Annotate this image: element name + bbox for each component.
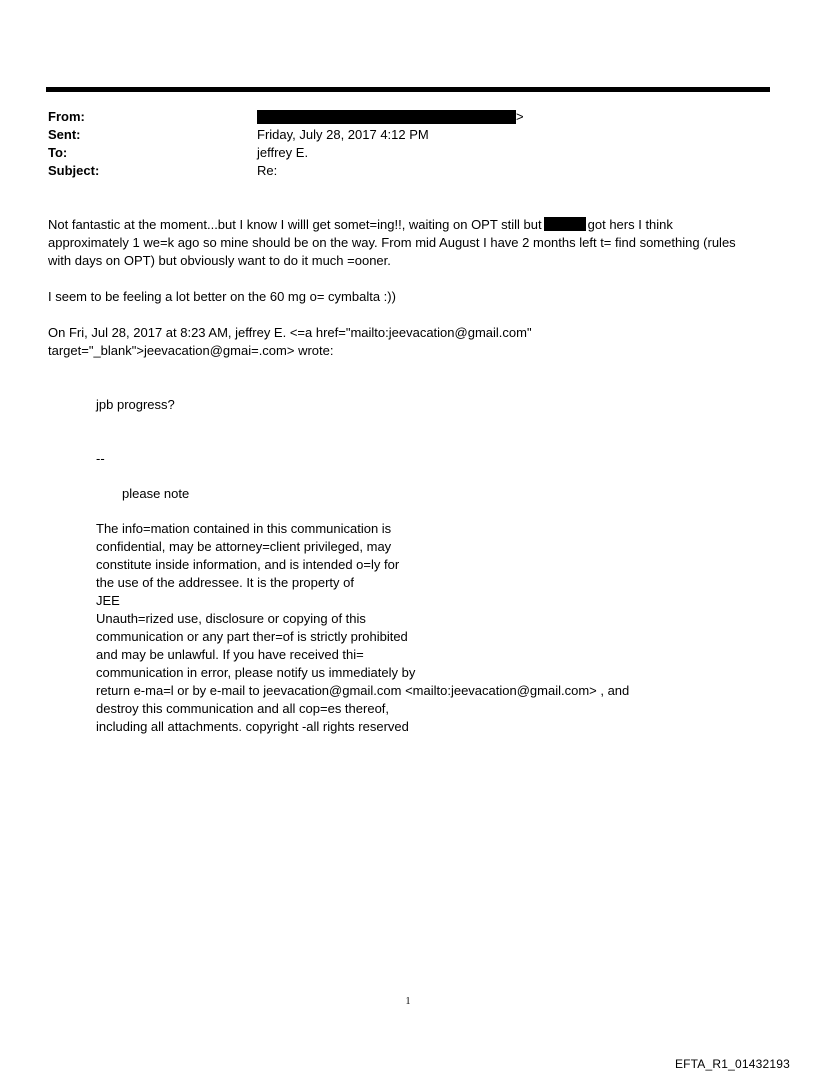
disclaimer-line: including all attachments. copyright -all rights reserved [96,719,409,734]
to-label: To: [48,145,68,160]
reply-line-1-end: got hers I think [587,217,673,232]
from-value [257,109,524,125]
quote-header-line-1: On Fri, Jul 28, 2017 at 8:23 AM, jeffrey E. <=a href="mailto:jeevacation@gmail.com" [48,325,532,340]
redaction-box [544,217,586,231]
subject-row [48,163,768,181]
from-row [48,109,768,127]
bates-number: EFTA_R1_01432193 [674,1057,790,1071]
to-value: jeffrey E. [257,145,309,160]
disclaimer-line: and may be unlawful. If you have received thi= [96,647,364,662]
reply-line-1 [48,216,673,234]
please-note: please note [122,486,190,501]
disclaimer-line: return e-ma=l or by e-mail to jeevacation@gmail.com <mailto:jeevacation@gmail.com> , and [96,683,630,698]
quote-header-line-2: target="_blank">jeevacation@gmai=.com> wrote: [48,343,334,358]
sent-label: Sent: [48,127,81,142]
sent-value: Friday, July 28, 2017 4:12 PM [257,127,429,142]
from-value-suffix: > [516,109,524,124]
reply-line-1-start: Not fantastic at the moment...but I know I willl get somet=ing!!, waiting on OPT still but [48,217,542,232]
disclaimer-line: constitute inside information, and is intended o=ly for [96,557,400,572]
redaction-box [257,110,516,124]
disclaimer-line: the use of the addressee. It is the property of [96,575,354,590]
reply-line-4: I seem to be feeling a lot better on the 60 mg o= cymbalta :)) [48,289,396,304]
subject-label: Subject: [48,163,100,178]
reply-line-3: with days on OPT) but obviously want to do it much =ooner. [48,253,391,268]
quoted-message: jpb progress? [96,397,175,412]
disclaimer-line: destroy this communication and all cop=es thereof, [96,701,390,716]
sent-row [48,127,768,145]
disclaimer-line: The info=mation contained in this communication is [96,521,392,536]
to-row [48,145,768,163]
page-number: 1 [405,996,411,1007]
disclaimer-line: communication in error, please notify us immediately by [96,665,416,680]
subject-value: Re: [257,163,278,178]
from-label: From: [48,109,85,124]
disclaimer-line: Unauth=rized use, disclosure or copying of this [96,611,366,626]
disclaimer-line: JEE [96,593,120,608]
disclaimer-line: confidential, may be attorney=client privileged, may [96,539,392,554]
reply-line-2: approximately 1 we=k ago so mine should be on the way. From mid August I have 2 months left t= find something (rules [48,235,736,250]
disclaimer-line: communication or any part ther=of is strictly prohibited [96,629,408,644]
signature-separator: -- [96,451,105,466]
header-rule [46,87,770,92]
